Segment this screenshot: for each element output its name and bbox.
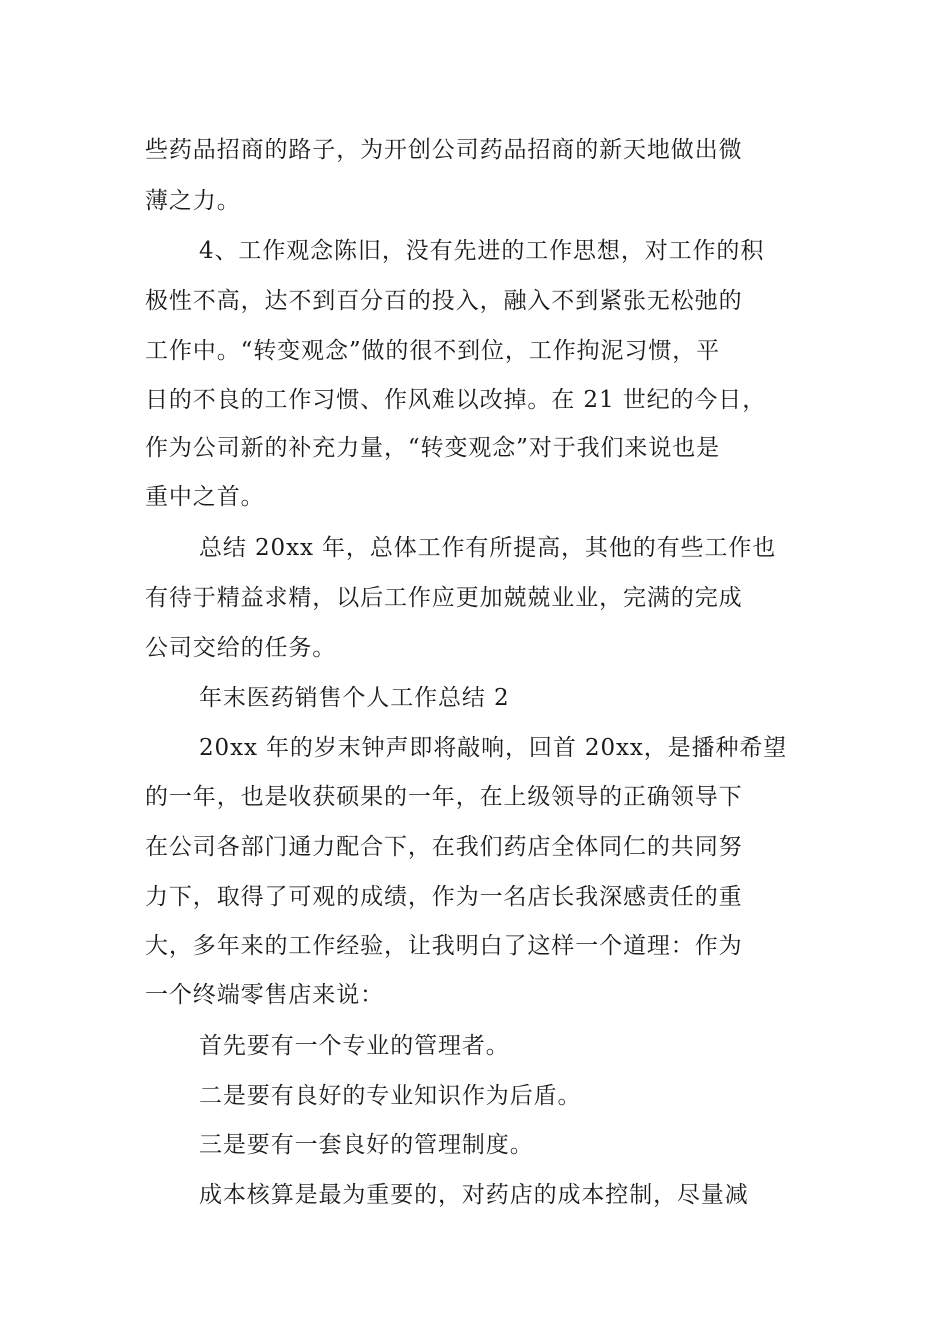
text-line: 些药品招商的路子，为开创公司药品招商的新天地做出微 (145, 137, 743, 163)
text-line: 极性不高，达不到百分百的投入，融入不到紧张无松弛的 (145, 288, 743, 314)
text-line: 总结 20xx 年，总体工作有所提高，其他的有些工作也 (199, 535, 777, 561)
text-line: 公司交给的任务。 (145, 635, 337, 661)
text-line: 首先要有一个专业的管理者。 (199, 1033, 510, 1059)
text-line: 日的不良的工作习惯、作风难以改掉。在 21 世纪的今日， (145, 387, 767, 413)
text-line: 在公司各部门通力配合下，在我们药店全体同仁的共同努 (145, 834, 743, 860)
text-line: 的一年，也是收获硕果的一年，在上级领导的正确领导下 (145, 784, 743, 810)
text-line: 二是要有良好的专业知识作为后盾。 (199, 1083, 582, 1109)
section-heading: 年末医药销售个人工作总结 2 (199, 685, 510, 711)
text-line: 20xx 年的岁末钟声即将敲响，回首 20xx，是播种希望 (199, 735, 788, 761)
text-line: 有待于精益求精，以后工作应更加兢兢业业，完满的完成 (145, 585, 743, 611)
text-line: 作为公司新的补充力量，“转变观念”对于我们来说也是 (145, 435, 721, 461)
text-line: 三是要有一套良好的管理制度。 (199, 1132, 534, 1158)
text-line: 重中之首。 (145, 484, 265, 510)
text-line: 薄之力。 (145, 188, 241, 214)
text-line: 力下，取得了可观的成绩，作为一名店长我深感责任的重 (145, 884, 743, 910)
text-line: 成本核算是最为重要的，对药店的成本控制，尽量减 (199, 1182, 749, 1208)
text-line: 大，多年来的工作经验，让我明白了这样一个道理：作为 (145, 933, 743, 959)
text-line: 4、工作观念陈旧，没有先进的工作思想，对工作的积 (199, 238, 765, 264)
text-line: 工作中。“转变观念”做的很不到位，工作拘泥习惯，平 (145, 338, 721, 364)
text-line: 一个终端零售店来说： (145, 982, 384, 1008)
